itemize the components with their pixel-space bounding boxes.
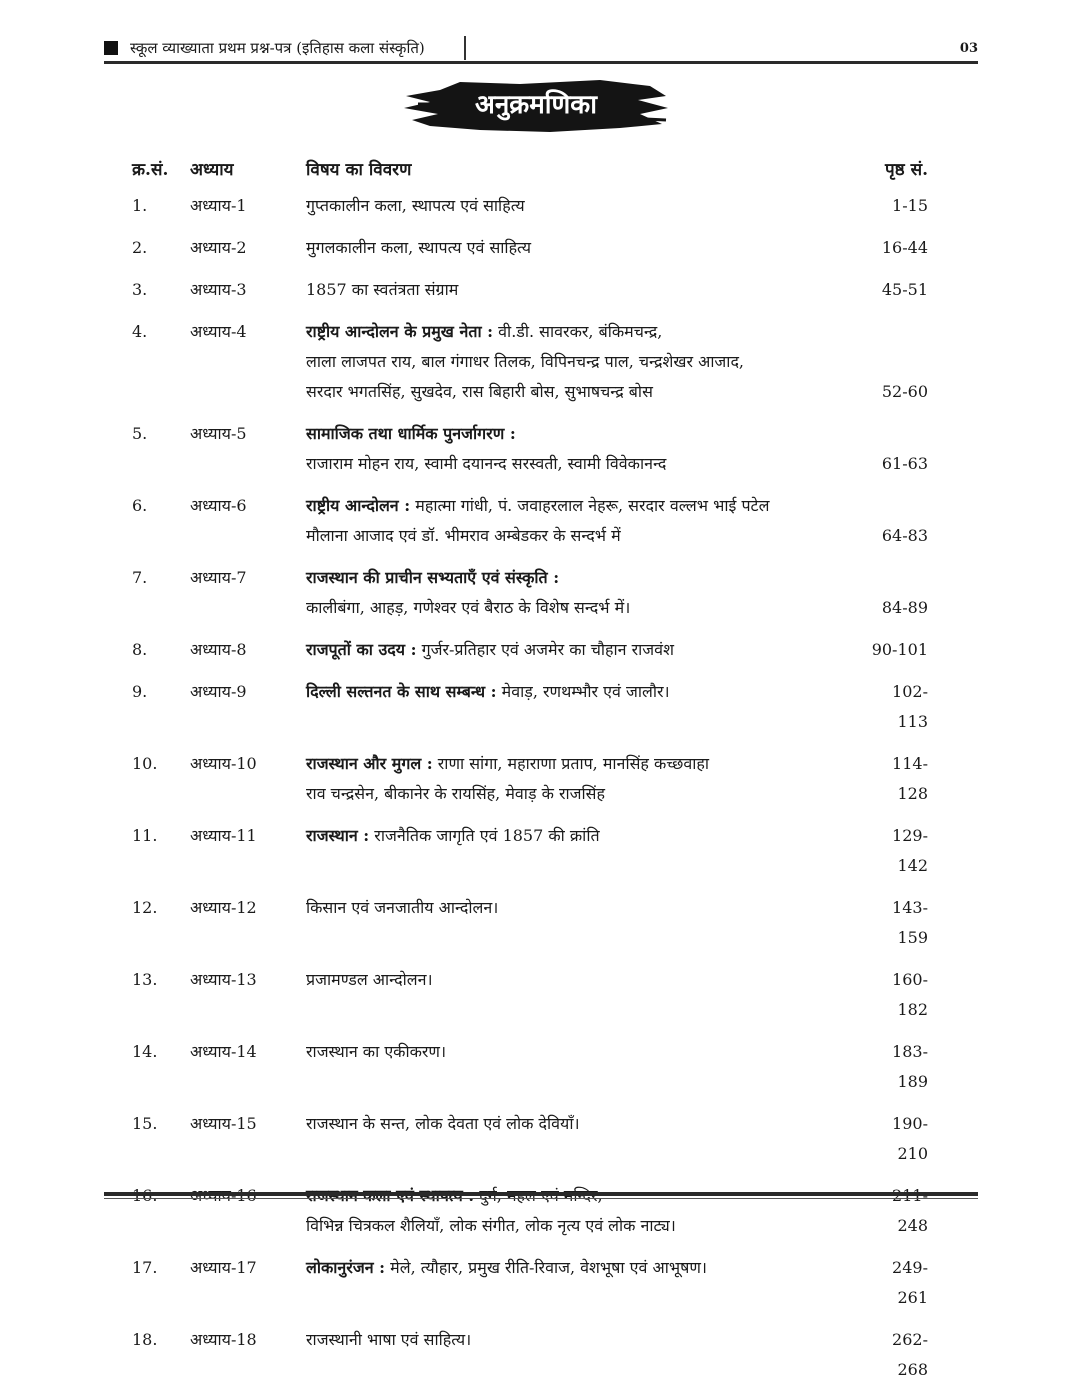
serial-number: 17. xyxy=(132,1258,158,1277)
subject-lead: राष्ट्रीय आन्दोलन : xyxy=(306,496,411,515)
serial-number: 4. xyxy=(132,322,148,341)
table-body xyxy=(104,191,978,1385)
subject-line: राष्ट्रीय आन्दोलन : महात्मा गांधी, पं. जवाहरलाल नेहरू, सरदार वल्लभ भाई पटेल xyxy=(306,496,770,515)
serial-number: 15. xyxy=(132,1114,158,1133)
column-header-page: पृष्ठ सं. xyxy=(885,160,928,180)
page-range: 102-113 xyxy=(892,682,928,731)
subject-lead: राजस्थान की प्राचीन सभ्यताएँ एवं संस्कृति : xyxy=(306,568,560,587)
serial-number: 12. xyxy=(132,898,158,917)
chapter-label: अध्याय-5 xyxy=(190,424,247,443)
chapter-label: अध्याय-1 xyxy=(190,196,247,215)
subject-line: राष्ट्रीय आन्दोलन के प्रमुख नेता : वी.डी. सावरकर, बंकिमचन्द्र, xyxy=(306,322,663,341)
subject-lead: राजस्थान : xyxy=(306,826,370,845)
toc-row xyxy=(104,965,978,1025)
subject-lead: राजस्थान और मुगल : xyxy=(306,754,433,773)
subject-line: किसान एवं जनजातीय आन्दोलन। xyxy=(306,898,499,917)
subject-line: मौलाना आजाद एवं डॉ. भीमराव अम्बेडकर के सन्दर्भ में xyxy=(306,526,621,545)
header-rule xyxy=(104,61,978,64)
page-range: 248 xyxy=(897,1216,928,1235)
page-range: 129-142 xyxy=(892,826,928,875)
serial-number xyxy=(104,1181,190,1211)
toc-row xyxy=(104,1181,978,1241)
subject-line: गुप्तकालीन कला, स्थापत्य एवं साहित्य xyxy=(306,196,525,215)
serial-number: 6. xyxy=(132,496,148,515)
subject-line xyxy=(306,1181,862,1211)
chapter-label: अध्याय-4 xyxy=(190,322,247,341)
subject-line: राजाराम मोहन राय, स्वामी दयानन्द सरस्वती, स्वामी विवेकानन्द xyxy=(306,454,667,473)
serial-number: 14. xyxy=(132,1042,158,1061)
subject-line: लोकानुरंजन : मेले, त्यौहार, प्रमुख रीति-रिवाज, वेशभूषा एवं आभूषण। xyxy=(306,1258,707,1277)
page-range: 190-210 xyxy=(892,1114,928,1163)
running-header xyxy=(104,36,978,60)
subject-lead: सामाजिक तथा धार्मिक पुनर्जागरण : xyxy=(306,424,516,443)
subject-line: लाला लाजपत राय, बाल गंगाधर तिलक, विपिनचन्द्र पाल, चन्द्रशेखर आजाद, xyxy=(306,352,745,371)
subject-line: सरदार भगतसिंह, सुखदेव, रास बिहारी बोस, सुभाषचन्द्र बोस xyxy=(306,382,653,401)
subject-description xyxy=(306,491,862,551)
toc-row xyxy=(104,1253,978,1313)
subject-description xyxy=(306,1181,862,1241)
banner-title: अनुक्रमणिका xyxy=(474,90,598,120)
toc-row xyxy=(104,677,978,737)
subject-description xyxy=(306,1325,862,1355)
chapter-label: अध्याय-15 xyxy=(190,1114,257,1133)
page-range: 16-44 xyxy=(881,238,928,257)
serial-number: 11. xyxy=(132,826,158,845)
subject-line xyxy=(306,419,862,449)
subject-description xyxy=(306,233,862,263)
subject-description xyxy=(306,821,862,851)
subject-description xyxy=(306,419,862,479)
page-range: 52-60 xyxy=(881,382,928,401)
chapter-label: अध्याय-9 xyxy=(190,682,247,701)
column-header-sn: क्र.सं. xyxy=(132,160,169,180)
subject-line: राजस्थान के सन्त, लोक देवता एवं लोक देवियाँ। xyxy=(306,1114,580,1133)
subject-line: कालीबंगा, आहड़, गणेश्वर एवं बैराठ के विशेष सन्दर्भ में। xyxy=(306,598,631,617)
chapter-label: अध्याय-11 xyxy=(190,826,257,845)
page-range: 114-128 xyxy=(892,754,928,803)
toc-row xyxy=(104,233,978,263)
title-banner xyxy=(400,74,672,140)
serial-number: 13. xyxy=(132,970,158,989)
subject-description xyxy=(306,677,862,707)
serial-number: 1. xyxy=(132,196,148,215)
subject-line: मुगलकालीन कला, स्थापत्य एवं साहित्य xyxy=(306,238,531,257)
subject-lead: राजपूतों का उदय : xyxy=(306,640,417,659)
toc-row xyxy=(104,317,978,407)
toc-row xyxy=(104,275,978,305)
subject-description xyxy=(306,893,862,923)
column-header-subject: विषय का विवरण xyxy=(306,160,412,180)
subject-line: राव चन्द्रसेन, बीकानेर के रायसिंह, मेवाड़ के राजसिंह xyxy=(306,784,605,803)
page-range: 61-63 xyxy=(881,454,928,473)
toc-row xyxy=(104,491,978,551)
subject-description xyxy=(306,317,862,407)
page-range: 1-15 xyxy=(892,196,928,215)
serial-number: 5. xyxy=(132,424,148,443)
serial-number: 9. xyxy=(132,682,148,701)
chapter-label: अध्याय-6 xyxy=(190,496,247,515)
header-divider xyxy=(464,36,466,60)
chapter-label: अध्याय-3 xyxy=(190,280,247,299)
page-range: 143-159 xyxy=(892,898,928,947)
page-range: 183-189 xyxy=(892,1042,928,1091)
subject-description xyxy=(306,1037,862,1067)
chapter-label: अध्याय-7 xyxy=(190,568,247,587)
header-title: स्कूल व्याख्याता प्रथम प्रश्न-पत्र (इतिहास कला संस्कृति) xyxy=(130,39,425,57)
page-range: 249-261 xyxy=(892,1258,928,1307)
table-of-contents xyxy=(104,155,978,1385)
subject-description xyxy=(306,1253,862,1283)
page-range: 262-268 xyxy=(892,1330,928,1379)
toc-row xyxy=(104,419,978,479)
page-range: 45-51 xyxy=(881,280,928,299)
subject-line: राजपूतों का उदय : गुर्जर-प्रतिहार एवं अजमेर का चौहान राजवंश xyxy=(306,640,674,659)
chapter-label xyxy=(190,1181,306,1211)
toc-row xyxy=(104,191,978,221)
header-square-icon xyxy=(104,41,118,55)
footer-rule xyxy=(104,1192,978,1196)
toc-row xyxy=(104,635,978,665)
subject-description xyxy=(306,965,862,995)
column-header-chapter: अध्याय xyxy=(190,160,234,180)
subject-line: दिल्ली सल्तनत के साथ सम्बन्ध : मेवाड़, रणथम्भौर एवं जालौर। xyxy=(306,682,670,701)
serial-number: 3. xyxy=(132,280,148,299)
subject-line: विभिन्न चित्रकल शैलियाँ, लोक संगीत, लोक नृत्य एवं लोक नाट्य। xyxy=(306,1216,676,1235)
subject-line: 1857 का स्वतंत्रता संग्राम xyxy=(306,280,459,299)
toc-row xyxy=(104,1325,978,1385)
subject-description xyxy=(306,275,862,305)
chapter-label: अध्याय-2 xyxy=(190,238,247,257)
serial-number: 2. xyxy=(132,238,148,257)
subject-lead: दिल्ली सल्तनत के साथ सम्बन्ध : xyxy=(306,682,497,701)
toc-row xyxy=(104,821,978,881)
chapter-label: अध्याय-13 xyxy=(190,970,257,989)
page-range: 64-83 xyxy=(881,526,928,545)
serial-number: 10. xyxy=(132,754,158,773)
toc-row xyxy=(104,893,978,953)
chapter-label: अध्याय-12 xyxy=(190,898,257,917)
table-header-row xyxy=(104,155,978,191)
toc-row xyxy=(104,1037,978,1097)
subject-line: राजस्थान : राजनैतिक जागृति एवं 1857 की क्रांति xyxy=(306,826,600,845)
subject-description xyxy=(306,1109,862,1139)
subject-description xyxy=(306,563,862,623)
subject-description xyxy=(306,635,862,665)
footer-rule-thin xyxy=(104,1198,978,1199)
subject-lead: लोकानुरंजन : xyxy=(306,1258,386,1277)
subject-lead: राष्ट्रीय आन्दोलन के प्रमुख नेता : xyxy=(306,322,494,341)
subject-line xyxy=(306,563,862,593)
toc-row xyxy=(104,749,978,809)
page-range: 160-182 xyxy=(892,970,928,1019)
chapter-label: अध्याय-17 xyxy=(190,1258,257,1277)
subject-line: प्रजामण्डल आन्दोलन। xyxy=(306,970,433,989)
chapter-label: अध्याय-8 xyxy=(190,640,247,659)
subject-line: राजस्थान का एकीकरण। xyxy=(306,1042,447,1061)
page-range: 90-101 xyxy=(871,640,928,659)
chapter-label: अध्याय-18 xyxy=(190,1330,257,1349)
toc-row xyxy=(104,1109,978,1169)
toc-row xyxy=(104,563,978,623)
subject-line: राजस्थान और मुगल : राणा सांगा, महाराणा प्रताप, मानसिंह कच्छवाहा xyxy=(306,754,710,773)
page-range: 84-89 xyxy=(881,598,928,617)
chapter-label: अध्याय-10 xyxy=(190,754,257,773)
subject-line: राजस्थानी भाषा एवं साहित्य। xyxy=(306,1330,472,1349)
serial-number: 8. xyxy=(132,640,148,659)
chapter-label: अध्याय-14 xyxy=(190,1042,257,1061)
serial-number: 7. xyxy=(132,568,148,587)
page-number: 03 xyxy=(959,41,978,56)
serial-number: 18. xyxy=(132,1330,158,1349)
subject-description xyxy=(306,749,862,809)
subject-description xyxy=(306,191,862,221)
